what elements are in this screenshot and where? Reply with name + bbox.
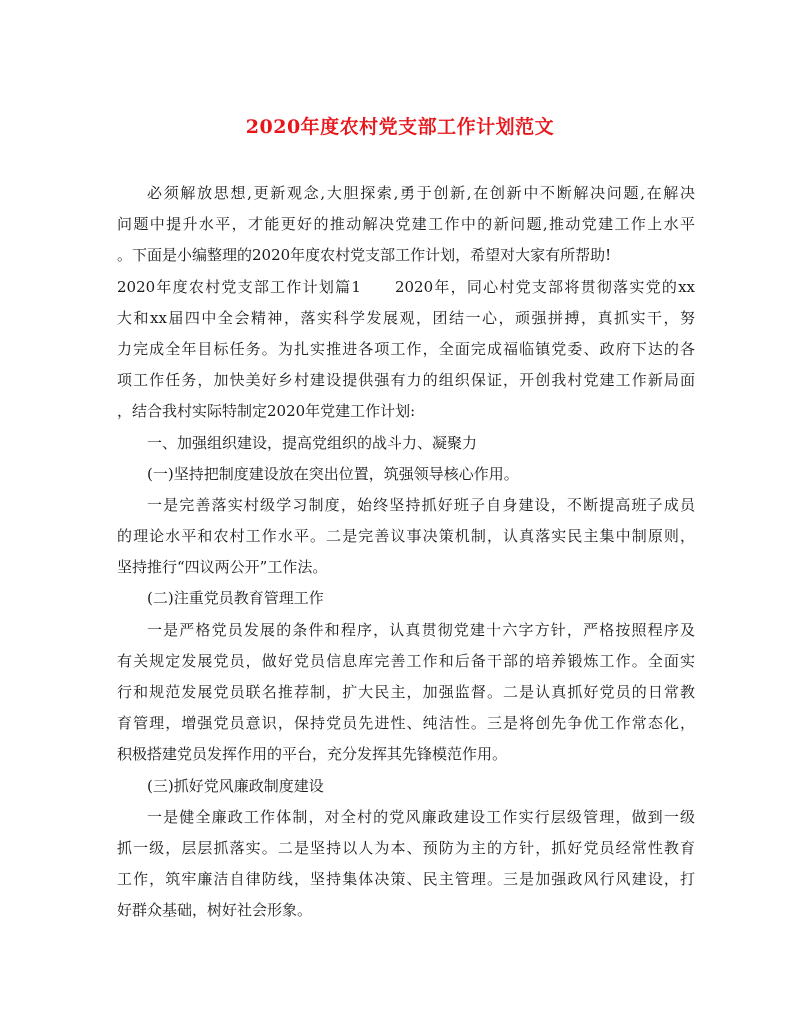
text-line: 项工作任务，加快美好乡村建设提供强有力的组织保证，开创我村党建工作新局面 <box>117 371 695 390</box>
text-line: 好群众基础，树好社会形象。 <box>117 901 313 920</box>
text-line: 的理论水平和农村工作水平。二是完善议事决策机制，认真落实民主集中制原则， <box>117 527 695 546</box>
text-line: 工作，筑牢廉洁自律防线，坚持集体决策、民主管理。三是加强政风行风建设，打 <box>117 870 695 889</box>
text-line: 积极搭建党员发挥作用的平台，充分发挥其先锋模范作用。 <box>117 745 508 764</box>
text-line: 必须解放思想,更新观念,大胆探索,勇于创新,在创新中不断解决问题,在解决 <box>147 184 695 202</box>
text-line: 行和规范发展党员联名推荐制，扩大民主，加强监督。二是认真抓好党员的日常教 <box>117 683 695 701</box>
document-body <box>117 178 695 927</box>
text-line: 一是健全廉政工作体制，对全村的党风廉政建设工作实行层级管理，做到一级 <box>147 807 695 826</box>
subsection-heading: (三)抓好党风廉政制度建设 <box>147 776 324 795</box>
text-line: 抓一级，层层抓落实。二是坚持以人为本、预防为主的方针，抓好党员经常性教育 <box>117 838 695 857</box>
text-line: ，结合我村实际特制定2020年党建工作计划: <box>117 402 416 421</box>
subsection-heading: (二)注重党员教育管理工作 <box>147 589 324 608</box>
text-line: 力完成全年目标任务。为扎实推进各项工作，全面完成福临镇党委、政府下达的各 <box>117 339 695 358</box>
section-heading: 一、加强组织建设，提高党组织的战斗力、凝聚力 <box>147 433 478 452</box>
text-line: 大和xx届四中全会精神，落实科学发展观，团结一心，顽强拼搏，真抓实干，努 <box>117 308 695 327</box>
text-line: 。下面是小编整理的2020年度农村党支部工作计划，希望对大家有所帮助! <box>117 246 612 265</box>
text-line: 一是严格党员发展的条件和程序，认真贯彻党建十六字方针，严格按照程序及 <box>147 620 695 639</box>
text-line: 育管理，增强党员意识，保持党员先进性、纯洁性。三是将创先争优工作常态化， <box>117 714 695 733</box>
text-line: 问题中提升水平，才能更好的推动解决党建工作中的新问题,推动党建工作上水平 <box>117 215 695 234</box>
text-line: 坚持推行“四议两公开”工作法。 <box>117 558 328 577</box>
plan-first-line: 2020年，同心村党支部将贯彻落实党的xx <box>394 277 695 296</box>
document-title: 2020年度农村党支部工作计划范文 <box>245 116 555 138</box>
subsection-heading: (一)坚持把制度建设放在突出位置，筑强领导核心作用。 <box>147 464 519 483</box>
plan-heading: 2020年度农村党支部工作计划篇1 <box>117 277 361 296</box>
text-line: 一是完善落实村级学习制度，始终坚持抓好班子自身建设，不断提高班子成员 <box>147 495 695 514</box>
text-line: 有关规定发展党员，做好党员信息库完善工作和后备干部的培养锻炼工作。全面实 <box>117 651 695 670</box>
plan-heading-line <box>117 272 695 303</box>
